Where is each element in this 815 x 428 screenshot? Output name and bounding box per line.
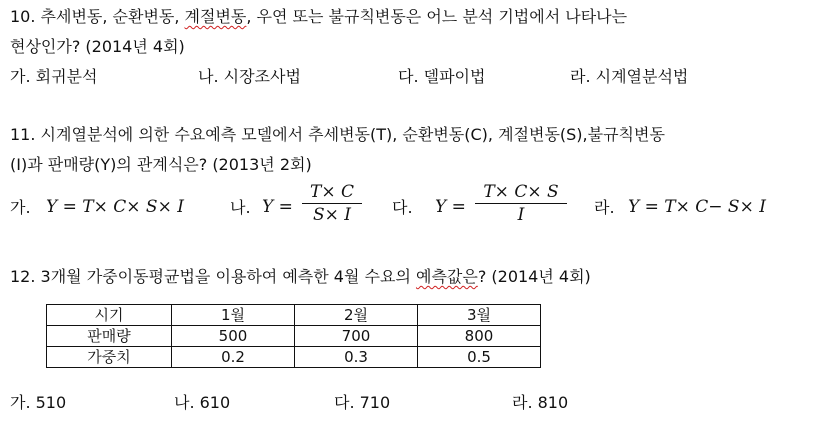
q10-stem-line1 [10, 7, 627, 27]
q10-option-c: 다. 델파이법 [398, 67, 486, 86]
q10-option-a: 가. 회귀분석 [10, 67, 98, 86]
q11-option-d-formula: Y = T× C− S× I [628, 197, 766, 217]
q11-option-c-denominator: I [517, 205, 525, 225]
q11-option-a-formula: Y = T× C× S× I [46, 197, 184, 217]
table-cell: 700 [295, 326, 418, 347]
q10-stem-part1: 10. 추세변동, 순환변동, [10, 7, 185, 26]
table-header-row [47, 305, 541, 326]
q12-option-b: 나. 610 [174, 393, 231, 412]
q11-stem-line2: (I)과 판매량(Y)의 관계식은? (2013년 2회) [10, 155, 312, 174]
q11-option-a-label: 가. [10, 198, 31, 217]
fraction-bar [475, 203, 567, 204]
q11-stem-line1: 11. 시계열분석에 의한 수요예측 모델에서 추세변동(T), 순환변동(C), 계절변동(S),불규칙변동 [10, 125, 665, 144]
q10-stem-part2: , 우연 또는 불규칙변동은 어느 분석 기법에서 나타나는 [246, 7, 628, 26]
fraction-bar [302, 203, 362, 204]
q12-option-c: 다. 710 [334, 393, 391, 412]
table-cell: 0.3 [295, 347, 418, 368]
q12-stem-part2: ? (2014년 4회) [477, 267, 591, 286]
q11-option-d-label: 라. [594, 198, 615, 217]
table-row [47, 347, 541, 368]
q11-option-b-lhs: Y = [262, 197, 293, 217]
q10-option-d: 라. 시계열분석법 [570, 67, 689, 86]
table-cell: 800 [418, 326, 541, 347]
table-cell: 0.2 [172, 347, 295, 368]
table-header-cell: 3월 [418, 305, 541, 326]
q12-stem-line1 [10, 267, 591, 287]
q11-option-b-label: 나. [230, 198, 251, 217]
table-cell: 판매량 [47, 326, 172, 347]
table-cell: 가중치 [47, 347, 172, 368]
table-row [47, 326, 541, 347]
table-header-cell: 1월 [172, 305, 295, 326]
table-header-cell: 시기 [47, 305, 172, 326]
q10-stem-underlined: 계절변동 [184, 7, 247, 26]
q12-data-table [46, 304, 541, 368]
q12-option-d: 라. 810 [512, 393, 569, 412]
q11-option-c-label: 다. [392, 198, 413, 217]
q10-option-b: 나. 시장조사법 [198, 67, 301, 86]
q11-option-b-fraction [302, 182, 362, 225]
q11-option-c-fraction [475, 182, 567, 225]
q11-option-c-numerator: T× C× S [483, 182, 559, 202]
table-header-cell: 2월 [295, 305, 418, 326]
q11-option-b-denominator: S× I [312, 205, 351, 225]
q12-stem-part1: 12. 3개월 가중이동평균법을 이용하여 예측한 4월 수요의 [10, 267, 416, 286]
q11-option-b-numerator: T× C [310, 182, 354, 202]
q12-option-a: 가. 510 [10, 393, 67, 412]
q10-stem-line2: 현상인가? (2014년 4회) [10, 37, 185, 56]
table-cell: 500 [172, 326, 295, 347]
q12-stem-underlined: 예측값은 [415, 267, 478, 286]
q11-option-c-lhs: Y = [435, 197, 466, 217]
table-cell: 0.5 [418, 347, 541, 368]
